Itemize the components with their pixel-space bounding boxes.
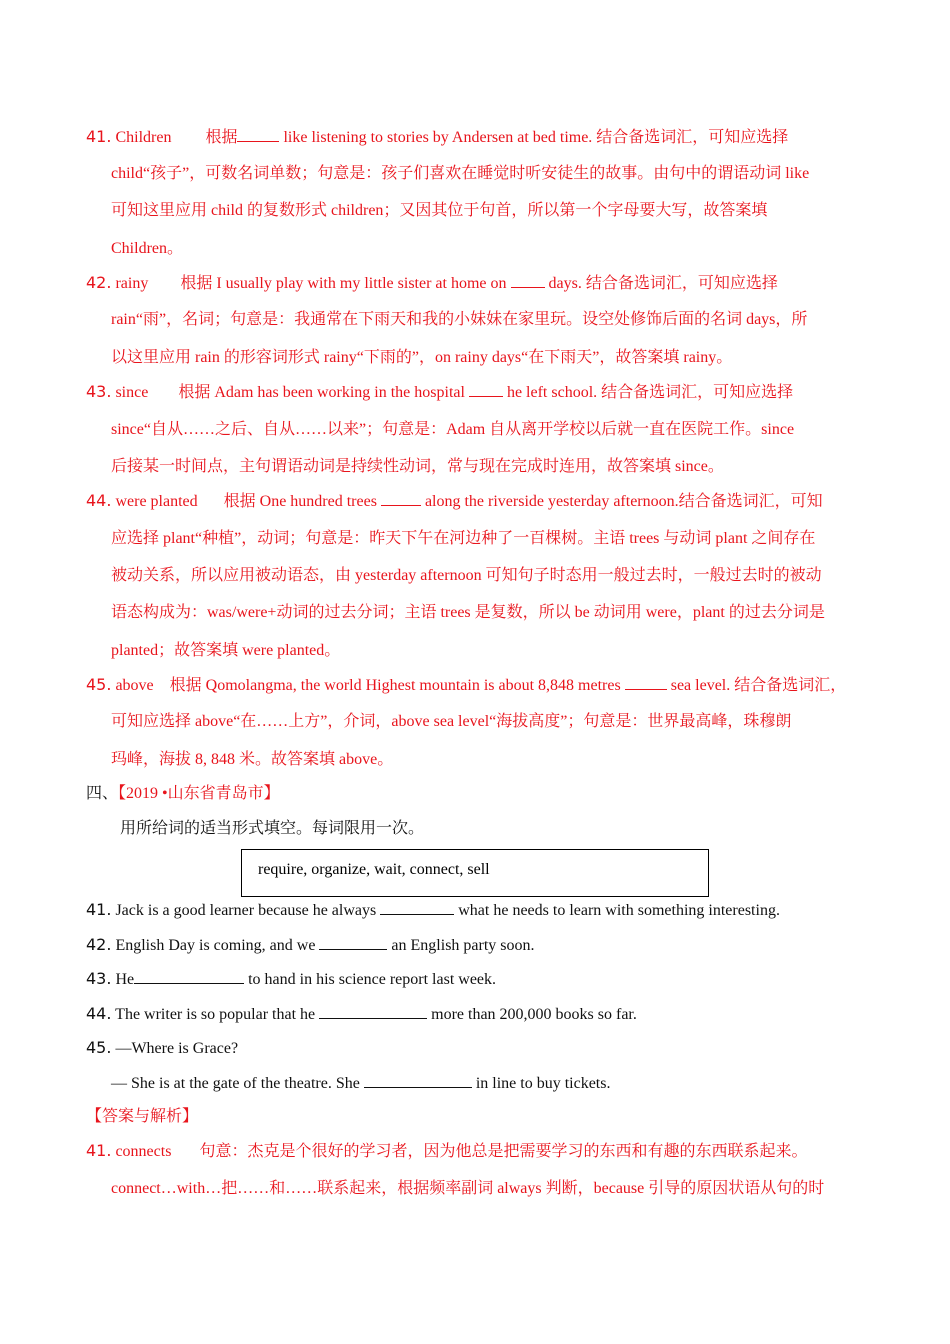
item-number: 42. (86, 935, 112, 954)
question-text: English Day is coming, and we (115, 937, 316, 954)
blank-line (319, 935, 387, 950)
answer-word: since (115, 384, 149, 401)
answer-41-line1 (86, 127, 863, 148)
item-number: 43. (86, 382, 112, 401)
answer-word: above (115, 677, 154, 694)
answer-heading: 【答案与解析】 (86, 1108, 199, 1125)
answer-43-line2: since“自从……之后、自从……以来”；句意是：Adam 自从离开学校以后就一直在医院工作。since (111, 421, 795, 438)
item-number: 44. (86, 491, 112, 510)
answer-text: along the riverside yesterday afternoon.结合备选词汇，可知 (424, 493, 823, 510)
answer-41-line2: child“孩子”，可数名词单数；句意是：孩子们喜欢在睡觉时听安徒生的故事。由句中的谓语动词 like (111, 165, 810, 182)
answer-word: were planted (115, 493, 198, 510)
section-number: 四、 (86, 785, 119, 802)
answer-44-line3: 被动关系，所以应用被动语态，由 yesterday afternoon 可知句子时态用一般过去时，一般过去时的被动 (111, 567, 822, 584)
answer-word: rainy (115, 275, 149, 292)
question-text: — She is at the gate of the theatre. She (111, 1075, 360, 1092)
answer-text: 根据 I usually play with my little sister at home on (180, 275, 507, 292)
item-number: 41. (86, 1141, 112, 1160)
answer-text: 根据 Qomolangma, the world Highest mountain is about 8,848 metres (169, 677, 621, 694)
blank-line (134, 969, 244, 984)
question-text: in line to buy tickets. (475, 1075, 611, 1092)
answer-45-line1 (86, 675, 846, 696)
question-text: —Where is Grace? (115, 1040, 239, 1057)
answer-43-line1 (86, 382, 793, 403)
answer-42-line2: rain“雨”，名词；句意是：我通常在下雨天和我的小妹妹在家里玩。设空处修饰后面的名词 days，所 (111, 311, 808, 328)
answer-text: 根据 (205, 129, 238, 146)
item-number: 43. (86, 969, 112, 988)
blank-line (625, 675, 667, 690)
question-text: what he needs to learn with something interesting. (458, 902, 780, 919)
answer-41-line3: 可知这里应用 child 的复数形式 children；又因其位于句首，所以第一个字母要大写，故答案填 (111, 202, 768, 219)
blank-line (319, 1004, 427, 1019)
word-box-text: require, organize, wait, connect, sell (258, 861, 490, 878)
question-44 (86, 1004, 637, 1025)
answer-42-line3: 以这里应用 rain 的形容词形式 rainy“下雨的”，on rainy days“在下雨天”，故答案填 rainy。 (111, 349, 733, 366)
section-instruction: 用所给词的适当形式填空。每词限用一次。 (120, 820, 425, 837)
answer-44-line2: 应选择 plant“种植”，动词；句意是：昨天下午在河边种了一百棵树。主语 trees 与动词 plant 之间存在 (111, 530, 816, 547)
answer-44-line5: planted；故答案填 were planted。 (111, 642, 341, 659)
item-number: 45. (86, 1038, 112, 1057)
question-text: Jack is a good learner because he always (115, 902, 377, 919)
section-source: 【2019 •山东省青岛市】 (118, 785, 280, 802)
answer-text: 句意：杰克是个很好的学习者，因为他总是把需要学习的东西和有趣的东西联系起来。 (199, 1143, 808, 1160)
section-header (86, 784, 280, 804)
question-43 (86, 969, 496, 990)
item-number: 44. (86, 1004, 112, 1023)
new-answer-41-line2: connect…with…把……和……联系起来，根据频率副词 always 判断，because 引导的原因状语从句的时 (111, 1180, 825, 1197)
question-text: to hand in his science report last week. (248, 971, 497, 988)
item-number: 42. (86, 273, 112, 292)
answer-text: 根据 Adam has been working in the hospital (178, 384, 465, 401)
answer-43-line3: 后接某一时间点，主句谓语动词是持续性动词，常与现在完成时连用，故答案填 since。 (111, 458, 724, 475)
answer-42-line1 (86, 273, 778, 294)
question-45 (86, 1038, 238, 1059)
new-answer-41-line1 (86, 1141, 807, 1162)
blank-line (364, 1073, 472, 1088)
blank-line (381, 491, 421, 506)
answer-text: sea level. 结合备选词汇， (670, 677, 847, 694)
question-41 (86, 900, 780, 921)
answer-word: connects (115, 1143, 172, 1160)
blank-line (469, 382, 503, 397)
question-text: an English party soon. (391, 937, 535, 954)
blank-line (380, 900, 454, 915)
blank-line (237, 127, 279, 142)
question-text: The writer is so popular that he (115, 1006, 316, 1023)
question-text: more than 200,000 books so far. (431, 1006, 637, 1023)
word-box (241, 849, 709, 897)
answer-word: Children (115, 129, 172, 146)
answer-text: like listening to stories by Andersen at bed time. 结合备选词汇，可知应选择 (283, 129, 789, 146)
answer-45-line3: 玛峰，海拔 8, 848 米。故答案填 above。 (111, 751, 394, 768)
answer-45-line2: 可知应选择 above“在……上方”，介词，above sea level“海拔高度”；句意是：世界最高峰，珠穆朗 (111, 713, 792, 730)
question-text: He (115, 971, 135, 988)
item-number: 41. (86, 900, 112, 919)
answer-44-line4: 语态构成为：was/were+动词的过去分词；主语 trees 是复数，所以 be 动词用 were，plant 的过去分词是 (111, 604, 825, 621)
answer-44-line1 (86, 491, 823, 512)
answer-text: days. 结合备选词汇，可知应选择 (548, 275, 778, 292)
answer-41-line4: Children。 (111, 240, 183, 257)
answer-text: he left school. 结合备选词汇，可知应选择 (506, 384, 794, 401)
item-number: 41. (86, 127, 112, 146)
question-45-line2 (111, 1073, 610, 1094)
item-number: 45. (86, 675, 112, 694)
question-42 (86, 935, 535, 956)
blank-line (511, 273, 545, 288)
answer-text: 根据 One hundred trees (223, 493, 377, 510)
